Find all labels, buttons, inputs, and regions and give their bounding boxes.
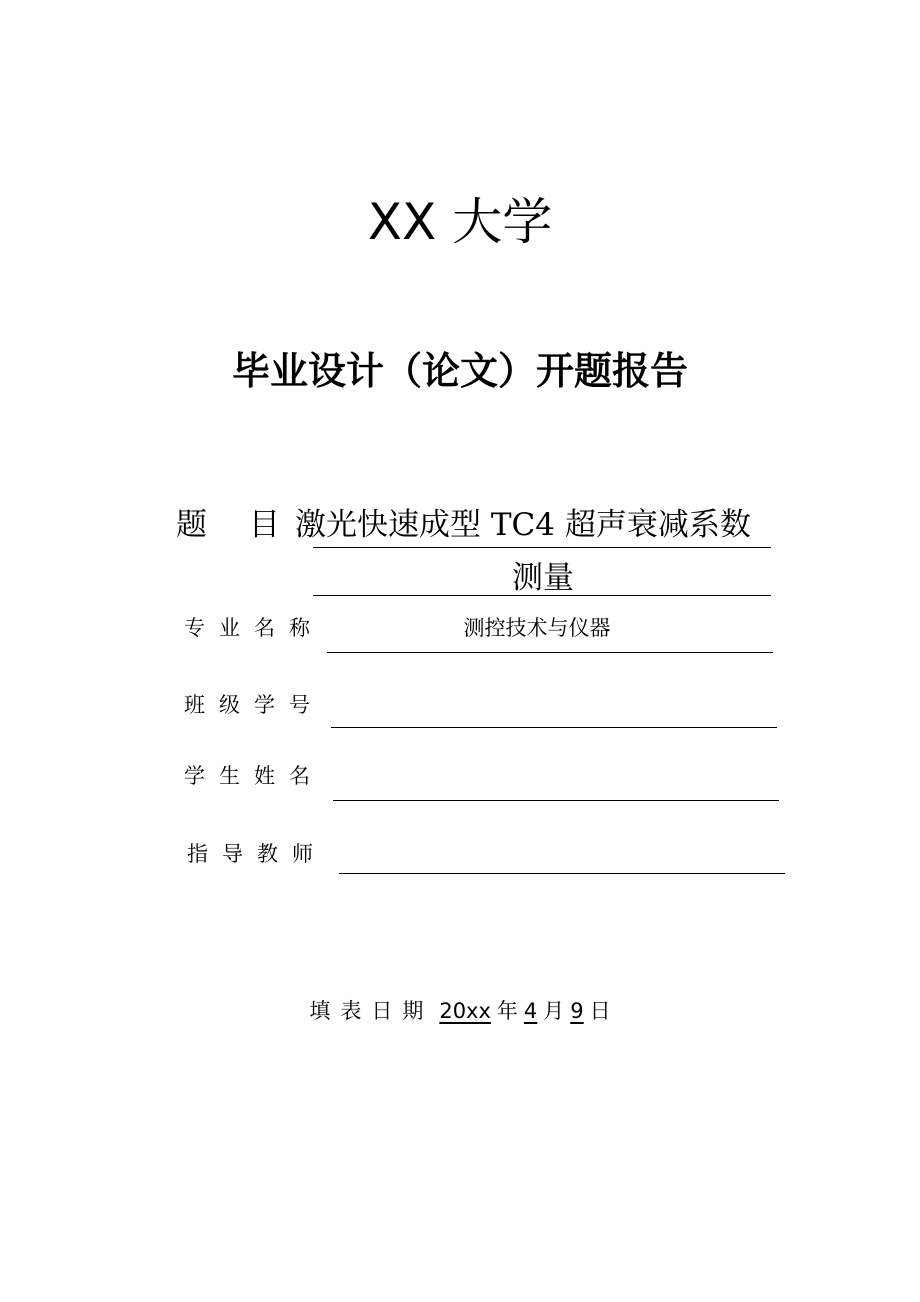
- topic-text-line1: 激光快速成型 TC4 超声衰减系数: [295, 507, 751, 543]
- topic-underline-2: [313, 595, 771, 596]
- class-id-label: 班级学号: [184, 693, 324, 717]
- fill-date-month: 4: [523, 999, 538, 1023]
- student-name-underline: [333, 800, 779, 801]
- fill-date-year-unit: 年: [496, 999, 518, 1023]
- student-name-label: 学生姓名: [184, 764, 324, 788]
- class-id-underline: [331, 727, 777, 728]
- major-underline: [327, 652, 773, 653]
- report-title: 毕业设计（论文）开题报告: [231, 349, 688, 393]
- fill-date-day: 9: [570, 999, 584, 1023]
- topic-label: 题 目: [176, 507, 296, 543]
- advisor-underline: [339, 873, 785, 874]
- advisor-label: 指导教师: [187, 842, 327, 866]
- fill-date-day-unit: 日: [589, 999, 611, 1023]
- university-name: XX 大学: [367, 193, 553, 251]
- major-value: 测控技术与仪器: [463, 616, 611, 640]
- fill-date-year: 20xx: [439, 999, 491, 1023]
- fill-date-month-unit: 月: [543, 999, 565, 1023]
- major-label: 专业名称: [184, 616, 324, 640]
- fill-date-label: 填表日期: [309, 999, 434, 1023]
- fill-date: [0, 996, 920, 1026]
- topic-text-line2: 测量: [512, 560, 574, 596]
- topic-underline-1: [313, 547, 771, 548]
